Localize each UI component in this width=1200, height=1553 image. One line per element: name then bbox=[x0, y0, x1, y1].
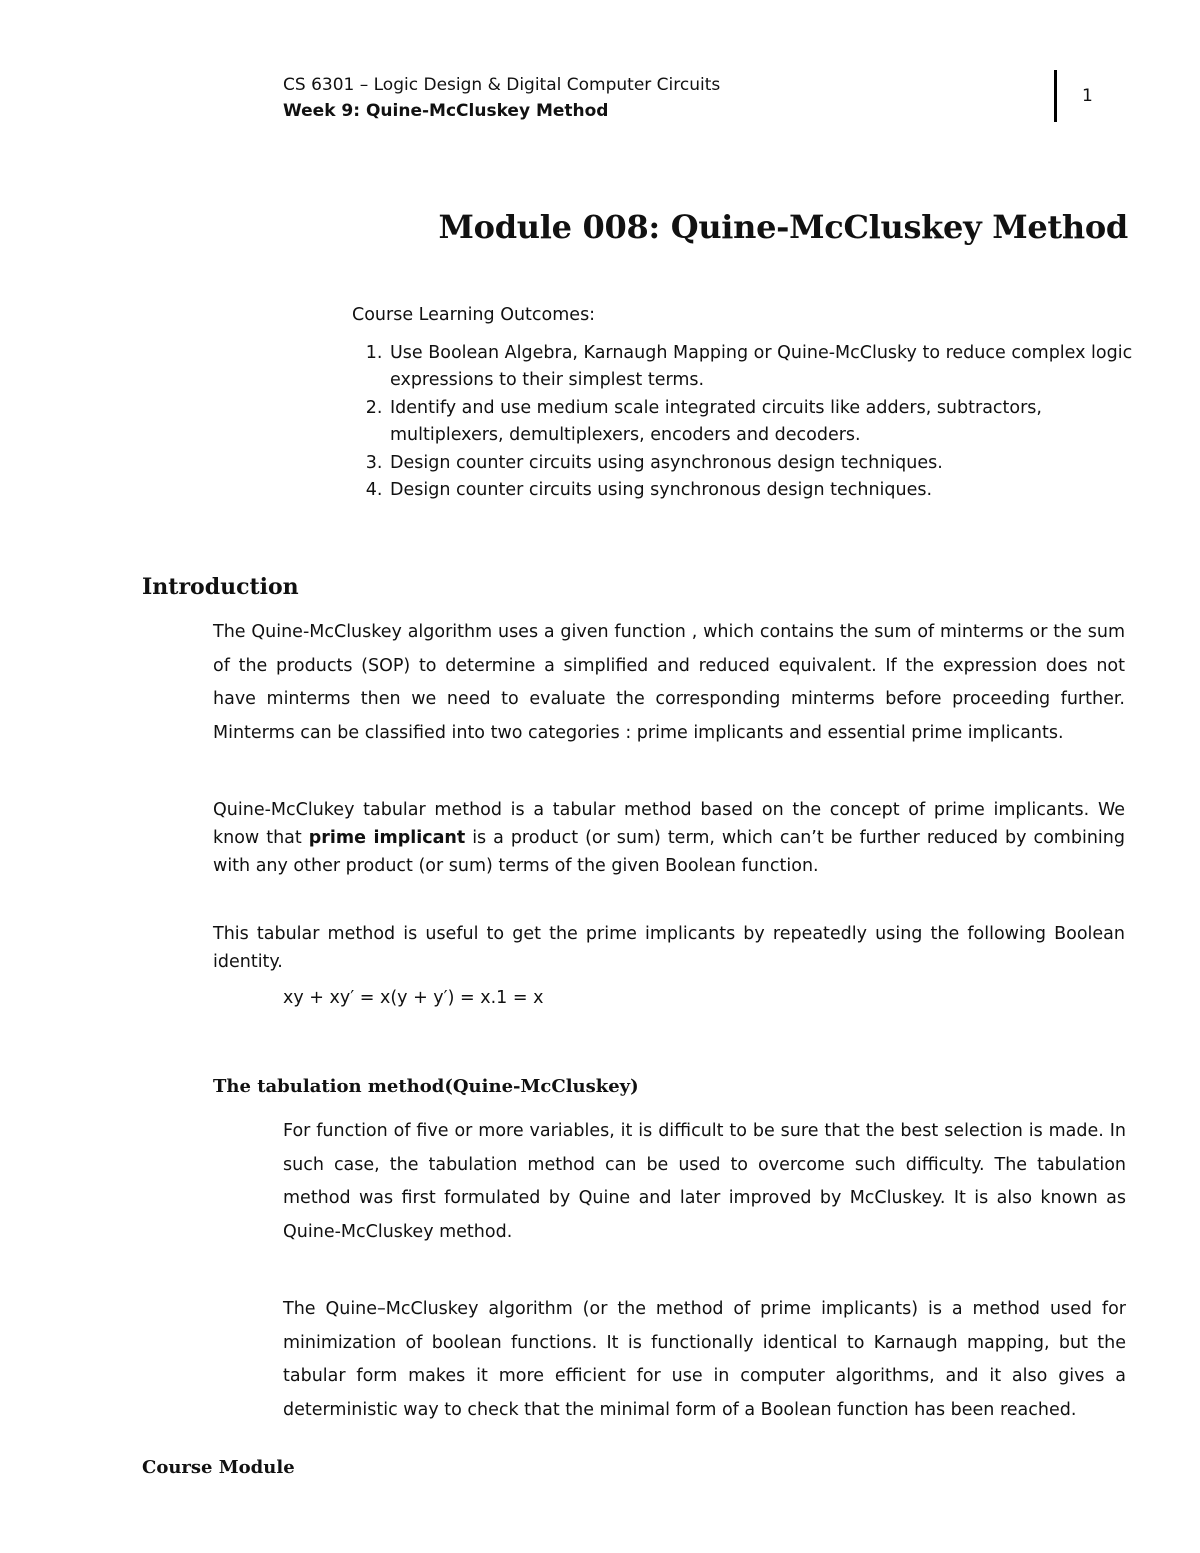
week-title: Week 9: Quine-McCluskey Method bbox=[283, 101, 609, 121]
outcome-item: 3. Design counter circuits using asynchronous design techniques. bbox=[388, 450, 1142, 478]
tabulation-heading: The tabulation method(Quine-McCluskey) bbox=[213, 1076, 639, 1097]
header-divider bbox=[1054, 70, 1057, 122]
learning-outcomes bbox=[352, 302, 1142, 505]
intro-paragraph-2-end: is a product (or sum) term, which can’t be further reduced by combining with any other product (or sum) terms of the given Boolean function. bbox=[213, 828, 1125, 876]
module-title: Module 008: Quine-McCluskey Method bbox=[438, 208, 1128, 246]
course-title: CS 6301 – Logic Design & Digital Computer Circuits bbox=[283, 75, 721, 95]
page-number: 1 bbox=[1082, 86, 1093, 106]
outcomes-list bbox=[352, 340, 1142, 505]
outcome-item: 4. Design counter circuits using synchronous design techniques. bbox=[388, 477, 1142, 505]
intro-paragraph-2-start: Quine-McClukey tabular method is a tabular method based on the concept of prime implicants. We know that bbox=[213, 800, 1125, 848]
outcome-item: 1. Use Boolean Algebra, Karnaugh Mapping or Quine-McClusky to reduce complex logic expressions to their simplest terms. bbox=[388, 340, 1142, 395]
boolean-identity-formula: xy + xy′ = x(y + y′) = x.1 = x bbox=[283, 988, 544, 1008]
intro-paragraph-2 bbox=[213, 796, 1125, 880]
intro-paragraph-1: The Quine-McCluskey algorithm uses a given function , which contains the sum of minterms or the sum of the products (SOP) to determine a simplified and reduced equivalent. If the expression does not have minterms then we need to evaluate the corresponding minterms before proceeding further. Minterms can be classified into two categories : prime implicants and essential prime implicants. bbox=[213, 622, 1125, 743]
tabulation-paragraph-2: The Quine–McCluskey algorithm (or the method of prime implicants) is a method used for minimization of boolean functions. It is functionally identical to Karnaugh mapping, but the tabular form makes it more efficient for use in computer algorithms, and it also gives a deterministic way to check that the minimal form of a Boolean function has been reached. bbox=[283, 1299, 1126, 1420]
tabulation-paragraph-1: For function of five or more variables, it is difficult to be sure that the best selection is made. In such case, the tabulation method can be used to overcome such difficulty. The tabulation method was first formulated by Quine and later improved by McCluskey. It is also known as Quine-McCluskey method. bbox=[283, 1121, 1126, 1242]
page-footer: Course Module bbox=[142, 1457, 295, 1478]
page-header bbox=[283, 72, 720, 124]
outcome-item: 2. Identify and use medium scale integrated circuits like adders, subtractors, multiplexers, demultiplexers, encoders and decoders. bbox=[388, 395, 1142, 450]
outcomes-heading: Course Learning Outcomes: bbox=[352, 305, 596, 325]
intro-paragraph-3: This tabular method is useful to get the prime implicants by repeatedly using the following Boolean identity. bbox=[213, 924, 1125, 972]
introduction-heading: Introduction bbox=[142, 574, 299, 600]
prime-implicant-term: prime implicant bbox=[308, 828, 466, 848]
